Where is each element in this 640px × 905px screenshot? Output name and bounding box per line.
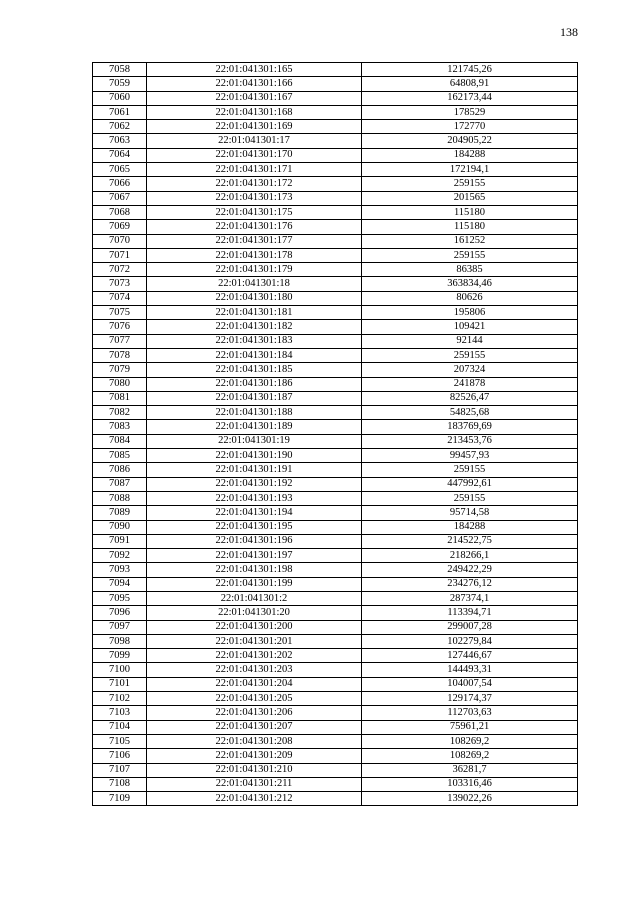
cadastral-number-cell: 22:01:041301:191 xyxy=(147,463,362,477)
value-cell: 82526,47 xyxy=(362,391,578,405)
row-number-cell: 7098 xyxy=(93,634,147,648)
cadastral-number-cell: 22:01:041301:200 xyxy=(147,620,362,634)
table-row xyxy=(93,291,578,305)
table-row xyxy=(93,763,578,777)
cadastral-number-cell: 22:01:041301:165 xyxy=(147,63,362,77)
row-number-cell: 7109 xyxy=(93,792,147,806)
table-row xyxy=(93,434,578,448)
cadastral-number-cell: 22:01:041301:202 xyxy=(147,649,362,663)
value-cell: 112703,63 xyxy=(362,706,578,720)
table-row xyxy=(93,549,578,563)
row-number-cell: 7072 xyxy=(93,263,147,277)
cadastral-number-cell: 22:01:041301:168 xyxy=(147,105,362,119)
value-cell: 259155 xyxy=(362,463,578,477)
table-row xyxy=(93,134,578,148)
cadastral-number-cell: 22:01:041301:182 xyxy=(147,320,362,334)
row-number-cell: 7071 xyxy=(93,248,147,262)
table-row xyxy=(93,406,578,420)
table-row xyxy=(93,191,578,205)
table-row xyxy=(93,706,578,720)
value-cell: 80626 xyxy=(362,291,578,305)
table-row xyxy=(93,148,578,162)
value-cell: 447992,61 xyxy=(362,477,578,491)
table-row xyxy=(93,749,578,763)
cadastral-number-cell: 22:01:041301:208 xyxy=(147,734,362,748)
table-row xyxy=(93,205,578,219)
table-row xyxy=(93,177,578,191)
table-row xyxy=(93,649,578,663)
row-number-cell: 7059 xyxy=(93,77,147,91)
row-number-cell: 7105 xyxy=(93,734,147,748)
cadastral-number-cell: 22:01:041301:186 xyxy=(147,377,362,391)
table-row xyxy=(93,334,578,348)
value-cell: 259155 xyxy=(362,348,578,362)
cadastral-number-cell: 22:01:041301:189 xyxy=(147,420,362,434)
row-number-cell: 7093 xyxy=(93,563,147,577)
value-cell: 161252 xyxy=(362,234,578,248)
cadastral-number-cell: 22:01:041301:183 xyxy=(147,334,362,348)
cadastral-number-cell: 22:01:041301:204 xyxy=(147,677,362,691)
row-number-cell: 7063 xyxy=(93,134,147,148)
row-number-cell: 7081 xyxy=(93,391,147,405)
value-cell: 54825,68 xyxy=(362,406,578,420)
table-row xyxy=(93,63,578,77)
row-number-cell: 7079 xyxy=(93,363,147,377)
cadastral-number-cell: 22:01:041301:176 xyxy=(147,220,362,234)
table-row xyxy=(93,477,578,491)
value-cell: 259155 xyxy=(362,248,578,262)
row-number-cell: 7075 xyxy=(93,306,147,320)
value-cell: 178529 xyxy=(362,105,578,119)
row-number-cell: 7086 xyxy=(93,463,147,477)
value-cell: 218266,1 xyxy=(362,549,578,563)
row-number-cell: 7077 xyxy=(93,334,147,348)
row-number-cell: 7068 xyxy=(93,205,147,219)
value-cell: 241878 xyxy=(362,377,578,391)
value-cell: 363834,46 xyxy=(362,277,578,291)
row-number-cell: 7073 xyxy=(93,277,147,291)
value-cell: 86385 xyxy=(362,263,578,277)
cadastral-number-cell: 22:01:041301:17 xyxy=(147,134,362,148)
cadastral-number-cell: 22:01:041301:181 xyxy=(147,306,362,320)
cadastral-number-cell: 22:01:041301:193 xyxy=(147,491,362,505)
cadastral-number-cell: 22:01:041301:212 xyxy=(147,792,362,806)
table-row xyxy=(93,634,578,648)
value-cell: 108269,2 xyxy=(362,734,578,748)
value-cell: 183769,69 xyxy=(362,420,578,434)
table-row xyxy=(93,663,578,677)
row-number-cell: 7084 xyxy=(93,434,147,448)
table-row xyxy=(93,463,578,477)
row-number-cell: 7064 xyxy=(93,148,147,162)
cadastral-number-cell: 22:01:041301:179 xyxy=(147,263,362,277)
value-cell: 201565 xyxy=(362,191,578,205)
row-number-cell: 7070 xyxy=(93,234,147,248)
value-cell: 75961,21 xyxy=(362,720,578,734)
value-cell: 92144 xyxy=(362,334,578,348)
cadastral-number-cell: 22:01:041301:196 xyxy=(147,534,362,548)
table-row xyxy=(93,577,578,591)
row-number-cell: 7100 xyxy=(93,663,147,677)
row-number-cell: 7102 xyxy=(93,692,147,706)
cadastral-number-cell: 22:01:041301:194 xyxy=(147,506,362,520)
row-number-cell: 7087 xyxy=(93,477,147,491)
cadastral-number-cell: 22:01:041301:211 xyxy=(147,777,362,791)
row-number-cell: 7065 xyxy=(93,163,147,177)
cadastral-number-cell: 22:01:041301:177 xyxy=(147,234,362,248)
cadastral-number-cell: 22:01:041301:198 xyxy=(147,563,362,577)
table-body xyxy=(93,63,578,806)
value-cell: 115180 xyxy=(362,220,578,234)
value-cell: 287374,1 xyxy=(362,591,578,605)
row-number-cell: 7090 xyxy=(93,520,147,534)
row-number-cell: 7108 xyxy=(93,777,147,791)
cadastral-number-cell: 22:01:041301:18 xyxy=(147,277,362,291)
table-row xyxy=(93,692,578,706)
cadastral-number-cell: 22:01:041301:210 xyxy=(147,763,362,777)
cadastral-number-cell: 22:01:041301:172 xyxy=(147,177,362,191)
row-number-cell: 7060 xyxy=(93,91,147,105)
table-row xyxy=(93,491,578,505)
value-cell: 99457,93 xyxy=(362,449,578,463)
cadastral-number-cell: 22:01:041301:201 xyxy=(147,634,362,648)
table-row xyxy=(93,591,578,605)
row-number-cell: 7095 xyxy=(93,591,147,605)
table-row xyxy=(93,306,578,320)
row-number-cell: 7074 xyxy=(93,291,147,305)
cadastral-number-cell: 22:01:041301:169 xyxy=(147,120,362,134)
row-number-cell: 7106 xyxy=(93,749,147,763)
cadastral-number-cell: 22:01:041301:206 xyxy=(147,706,362,720)
row-number-cell: 7062 xyxy=(93,120,147,134)
table-row xyxy=(93,792,578,806)
cadastral-number-cell: 22:01:041301:167 xyxy=(147,91,362,105)
value-cell: 213453,76 xyxy=(362,434,578,448)
row-number-cell: 7099 xyxy=(93,649,147,663)
value-cell: 195806 xyxy=(362,306,578,320)
row-number-cell: 7091 xyxy=(93,534,147,548)
value-cell: 214522,75 xyxy=(362,534,578,548)
cadastral-number-cell: 22:01:041301:184 xyxy=(147,348,362,362)
table-row xyxy=(93,91,578,105)
row-number-cell: 7069 xyxy=(93,220,147,234)
table-row xyxy=(93,105,578,119)
cadastral-number-cell: 22:01:041301:187 xyxy=(147,391,362,405)
row-number-cell: 7104 xyxy=(93,720,147,734)
cadastral-number-cell: 22:01:041301:190 xyxy=(147,449,362,463)
cadastral-number-cell: 22:01:041301:171 xyxy=(147,163,362,177)
table-row xyxy=(93,506,578,520)
value-cell: 249422,29 xyxy=(362,563,578,577)
row-number-cell: 7103 xyxy=(93,706,147,720)
value-cell: 259155 xyxy=(362,177,578,191)
table-row xyxy=(93,234,578,248)
table-row xyxy=(93,449,578,463)
cadastral-number-cell: 22:01:041301:180 xyxy=(147,291,362,305)
value-cell: 102279,84 xyxy=(362,634,578,648)
table-row xyxy=(93,77,578,91)
value-cell: 259155 xyxy=(362,491,578,505)
row-number-cell: 7058 xyxy=(93,63,147,77)
cadastral-number-cell: 22:01:041301:195 xyxy=(147,520,362,534)
table-row xyxy=(93,377,578,391)
value-cell: 299007,28 xyxy=(362,620,578,634)
value-cell: 64808,91 xyxy=(362,77,578,91)
cadastral-number-cell: 22:01:041301:19 xyxy=(147,434,362,448)
value-cell: 121745,26 xyxy=(362,63,578,77)
cadastral-value-table xyxy=(92,62,578,806)
row-number-cell: 7101 xyxy=(93,677,147,691)
table-row xyxy=(93,677,578,691)
value-cell: 204905,22 xyxy=(362,134,578,148)
cadastral-number-cell: 22:01:041301:20 xyxy=(147,606,362,620)
table-row xyxy=(93,391,578,405)
row-number-cell: 7061 xyxy=(93,105,147,119)
value-cell: 184288 xyxy=(362,520,578,534)
value-cell: 172770 xyxy=(362,120,578,134)
row-number-cell: 7089 xyxy=(93,506,147,520)
table-row xyxy=(93,734,578,748)
table-row xyxy=(93,320,578,334)
table-row xyxy=(93,420,578,434)
table-row xyxy=(93,363,578,377)
value-cell: 129174,37 xyxy=(362,692,578,706)
row-number-cell: 7092 xyxy=(93,549,147,563)
table-row xyxy=(93,720,578,734)
table-row xyxy=(93,534,578,548)
table-row xyxy=(93,263,578,277)
cadastral-number-cell: 22:01:041301:170 xyxy=(147,148,362,162)
cadastral-number-cell: 22:01:041301:178 xyxy=(147,248,362,262)
table-row xyxy=(93,248,578,262)
value-cell: 108269,2 xyxy=(362,749,578,763)
value-cell: 127446,67 xyxy=(362,649,578,663)
value-cell: 144493,31 xyxy=(362,663,578,677)
table-row xyxy=(93,520,578,534)
value-cell: 36281,7 xyxy=(362,763,578,777)
row-number-cell: 7078 xyxy=(93,348,147,362)
value-cell: 162173,44 xyxy=(362,91,578,105)
cadastral-number-cell: 22:01:041301:192 xyxy=(147,477,362,491)
value-cell: 109421 xyxy=(362,320,578,334)
row-number-cell: 7082 xyxy=(93,406,147,420)
row-number-cell: 7085 xyxy=(93,449,147,463)
value-cell: 95714,58 xyxy=(362,506,578,520)
cadastral-number-cell: 22:01:041301:185 xyxy=(147,363,362,377)
value-cell: 234276,12 xyxy=(362,577,578,591)
row-number-cell: 7080 xyxy=(93,377,147,391)
table-row xyxy=(93,606,578,620)
cadastral-number-cell: 22:01:041301:203 xyxy=(147,663,362,677)
table-row xyxy=(93,163,578,177)
table-row xyxy=(93,620,578,634)
value-cell: 115180 xyxy=(362,205,578,219)
row-number-cell: 7067 xyxy=(93,191,147,205)
cadastral-number-cell: 22:01:041301:197 xyxy=(147,549,362,563)
row-number-cell: 7096 xyxy=(93,606,147,620)
value-cell: 207324 xyxy=(362,363,578,377)
value-cell: 103316,46 xyxy=(362,777,578,791)
value-cell: 184288 xyxy=(362,148,578,162)
row-number-cell: 7097 xyxy=(93,620,147,634)
cadastral-number-cell: 22:01:041301:175 xyxy=(147,205,362,219)
table-row xyxy=(93,777,578,791)
row-number-cell: 7076 xyxy=(93,320,147,334)
row-number-cell: 7107 xyxy=(93,763,147,777)
cadastral-number-cell: 22:01:041301:199 xyxy=(147,577,362,591)
row-number-cell: 7094 xyxy=(93,577,147,591)
cadastral-number-cell: 22:01:041301:173 xyxy=(147,191,362,205)
cadastral-number-cell: 22:01:041301:2 xyxy=(147,591,362,605)
row-number-cell: 7066 xyxy=(93,177,147,191)
value-cell: 104007,54 xyxy=(362,677,578,691)
value-cell: 139022,26 xyxy=(362,792,578,806)
table-row xyxy=(93,120,578,134)
table-row xyxy=(93,563,578,577)
table-row xyxy=(93,277,578,291)
table-row xyxy=(93,348,578,362)
page-number: 138 xyxy=(560,25,578,39)
value-cell: 113394,71 xyxy=(362,606,578,620)
cadastral-number-cell: 22:01:041301:205 xyxy=(147,692,362,706)
row-number-cell: 7088 xyxy=(93,491,147,505)
row-number-cell: 7083 xyxy=(93,420,147,434)
cadastral-number-cell: 22:01:041301:188 xyxy=(147,406,362,420)
value-cell: 172194,1 xyxy=(362,163,578,177)
cadastral-number-cell: 22:01:041301:207 xyxy=(147,720,362,734)
cadastral-number-cell: 22:01:041301:166 xyxy=(147,77,362,91)
cadastral-number-cell: 22:01:041301:209 xyxy=(147,749,362,763)
table-row xyxy=(93,220,578,234)
